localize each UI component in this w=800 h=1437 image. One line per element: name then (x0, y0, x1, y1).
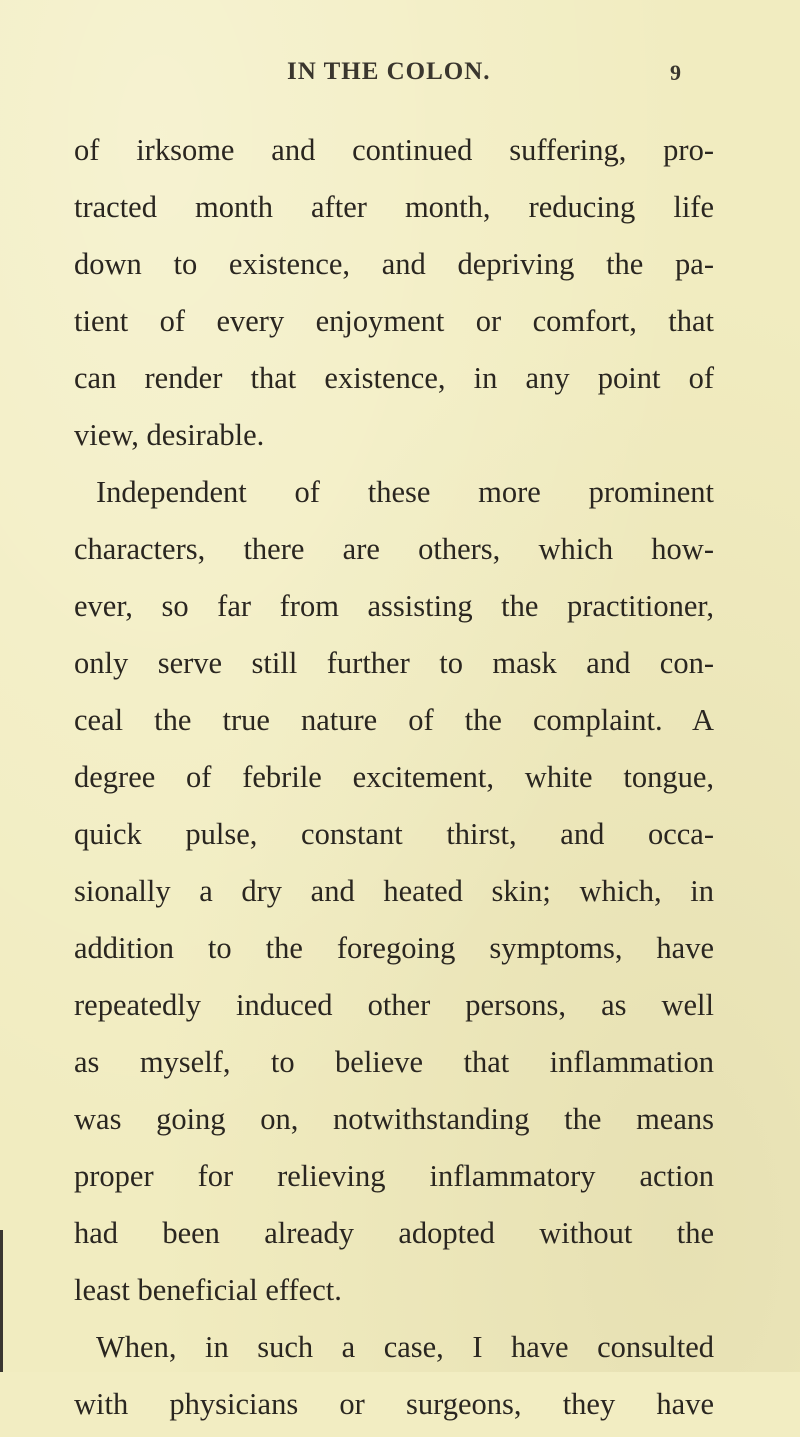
text-line: of irksome and continued suffering, pro- (74, 133, 714, 167)
text-line: can render that existence, in any point of (74, 361, 714, 395)
text-line: with physicians or surgeons, they have (74, 1387, 714, 1421)
text-line: as myself, to believe that inflammation (74, 1045, 714, 1079)
running-title: IN THE COLON. (287, 58, 491, 85)
body-text (74, 126, 714, 1437)
text-line: proper for relieving inflammatory action (74, 1159, 714, 1193)
text-line: ever, so far from assisting the practitioner, (74, 589, 714, 623)
page-edge-shadow (0, 1230, 3, 1372)
text-line: degree of febrile excitement, white tongue, (74, 760, 714, 794)
text-line: tracted month after month, reducing life (74, 190, 714, 224)
text-line: least beneficial effect. (74, 1273, 342, 1307)
text-line: repeatedly induced other persons, as well (74, 988, 714, 1022)
text-line: When, in such a case, I have consulted (96, 1330, 714, 1364)
text-line: was going on, notwithstanding the means (74, 1102, 714, 1136)
text-line: addition to the foregoing symptoms, have (74, 931, 714, 965)
running-header (0, 58, 800, 98)
text-line: only serve still further to mask and con- (74, 646, 714, 680)
text-line: down to existence, and depriving the pa- (74, 247, 714, 281)
text-line: ceal the true nature of the complaint. A (74, 703, 714, 737)
text-line: had been already adopted without the (74, 1216, 714, 1250)
text-line: tient of every enjoyment or comfort, that (74, 304, 714, 338)
text-line: view, desirable. (74, 418, 265, 452)
page-number: 9 (670, 60, 681, 85)
text-line: sionally a dry and heated skin; which, in (74, 874, 714, 908)
text-line: Independent of these more prominent (96, 475, 714, 509)
text-line: characters, there are others, which how- (74, 532, 714, 566)
text-line: quick pulse, constant thirst, and occa- (74, 817, 714, 851)
